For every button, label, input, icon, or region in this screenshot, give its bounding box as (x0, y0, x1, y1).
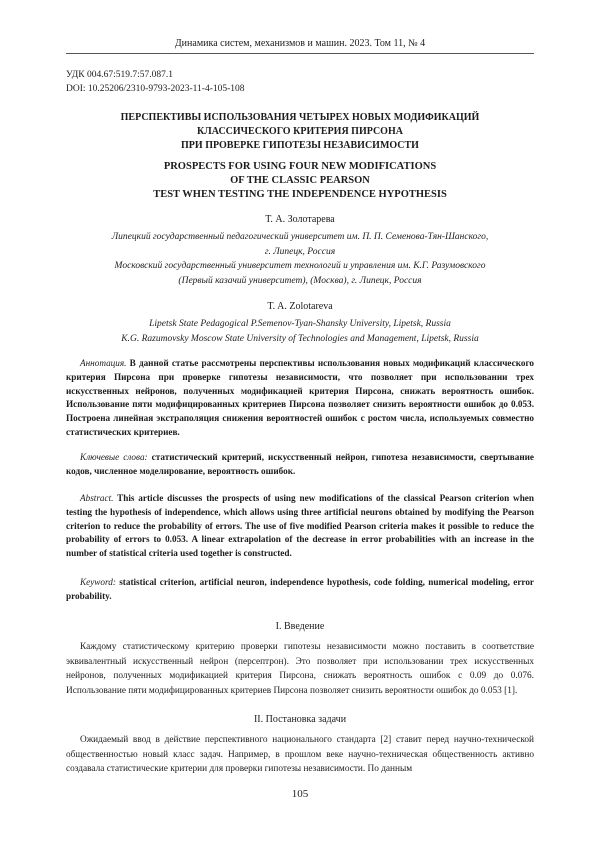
udc-block (66, 68, 245, 96)
affiliation-line: Lipetsk State Pedagogical P.Semenov-Tyan-Shansky University, Lipetsk, Russia (149, 319, 451, 329)
abstract-ru-text: В данной статье рассмотрены перспективы использования новых модификаций классического критерия Пирсона при проверке гипотезы независимости, что позволяет при использовании трех искусственных нейронов, полученных модификацией критерия Пирсона, снижать вероятность ошибок. Использование пяти модифицированных критериев Пирсона позволяет снизить вероятности ошибок до 0.053. Построена линейная экстраполяция снижения вероятностей ошибок с ростом числа, используемых совместно статистических критериев. (66, 358, 535, 437)
keywords-ru (66, 451, 534, 479)
title-en-line: TEST WHEN TESTING THE INDEPENDENCE HYPOTHESIS (153, 189, 447, 200)
section-problem-text: Ожидаемый ввод в действие перспективного национального стандарта [2] ставит перед научно-технической общественностью новый класс задач. Например, в прошлом веке научно-техническая общественность активно создавала статистические критерии для проверки гипотезы независимости. По данным (66, 735, 534, 775)
author-ru: Т. А. Золотарева (265, 214, 335, 225)
title-en-line: OF THE CLASSIC PEARSON (230, 175, 370, 186)
section-heading-problem: II. Постановка задачи (253, 714, 347, 725)
affiliation-en (66, 317, 534, 346)
keywords-en-label: Keyword: (80, 577, 116, 587)
header-divider (66, 53, 534, 54)
affiliation-line: K.G. Razumovsky Moscow State University of Technologies and Management, Lipetsk, Russia (121, 333, 479, 344)
keywords-ru-label: Ключевые слова: (80, 452, 148, 462)
author-en: T. A. Zolotareva (267, 301, 333, 312)
keywords-en (66, 576, 534, 604)
doi-link[interactable]: DOI: 10.25206/2310-9793-2023-11-4-105-108 (66, 84, 245, 94)
title-ru-line: КЛАССИЧЕСКОГО КРИТЕРИЯ ПИРСОНА (197, 126, 403, 137)
affiliation-line: Московский государственный университет технологий и управления им. К.Г. Разумовского (114, 261, 486, 272)
abstract-ru-label: Аннотация. (80, 358, 127, 368)
section-heading-introduction: I. Введение (275, 621, 325, 632)
udc-code: УДК 004.67:519.7:57.087.1 (66, 70, 173, 80)
affiliation-line: г. Липецк, Россия (264, 246, 336, 257)
affiliation-ru (66, 230, 534, 288)
keywords-en-text: statistical criterion, artificial neuron, independence hypothesis, code folding, numerical modeling, error probability. (66, 577, 534, 601)
section-introduction-text: Каждому статистическому критерию проверки гипотезы независимости можно поставить в соответствие эквивалентный искусственный нейрон (персептрон). Это позволяет при использовании трех искусственных нейронов, полученных модификацией критерия Пирсона, снижать вероятность ошибок с 0.09 до 0.076. Использование пяти модифицированных критериев Пирсона позволяет снизить вероятности ошибок до 0.053 [1]. (66, 642, 534, 696)
title-en-line: PROSPECTS FOR USING FOUR NEW MODIFICATIONS (163, 161, 437, 172)
abstract-en (66, 492, 534, 561)
abstract-en-label: Abstract. (80, 493, 114, 503)
title-english (66, 160, 534, 202)
abstract-ru (66, 357, 534, 440)
keywords-ru-text: статистический критерий, искусственный нейрон, гипотеза независимости, свертывание кодов, численное моделирование, вероятность ошибок. (66, 452, 535, 476)
affiliation-line: Липецкий государственный педагогический университет им. П. П. Семенова-Тян-Шанского, (111, 232, 489, 242)
title-ru-line: ПЕРСПЕКТИВЫ ИСПОЛЬЗОВАНИЯ ЧЕТЫРЕХ НОВЫХ МОДИФИКАЦИЙ (120, 112, 480, 123)
abstract-en-text: This article discusses the prospects of using new modifications of the classical Pearson criterion when testing the hypothesis of independence, which allows using three artificial neurons obtained by modifying the Pearson criterion to reduce the probability of errors. The use of five modified Pearson criteria makes it possible to reduce the probability of errors to 0.053. A linear extrapolation of the decrease in error probabilities with an increase in the number of statistical criteria used together is constructed. (66, 493, 534, 559)
affiliation-line: (Первый казачий университет), (Москва), г. Липецк, Россия (178, 275, 422, 286)
page-number: 105 (291, 788, 309, 800)
title-ru-line: ПРИ ПРОВЕРКЕ ГИПОТЕЗЫ НЕЗАВИСИМОСТИ (181, 140, 419, 151)
running-header: Динамика систем, механизмов и машин. 2023. Том 11, № 4 (174, 38, 426, 49)
title-russian (66, 111, 534, 153)
